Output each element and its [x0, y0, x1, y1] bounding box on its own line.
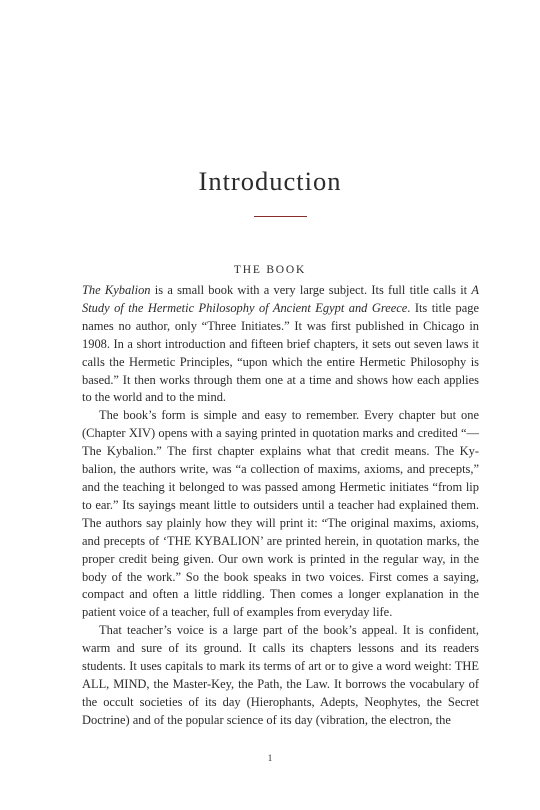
page-number: 1 — [267, 753, 273, 763]
paragraph-1 — [82, 282, 479, 407]
paragraph-1-text-b: . Its title page names no author, only “Three Initiates.” It was first published in Chicago in 1908. In a short introduction and fifteen brief chapters, it sets out seven laws it calls the Hermetic Principles, “upon which the entire Hermetic Philosophy is based.” It then works through them one at a time and shows how each applies to the world and to the mind. — [82, 300, 479, 405]
paragraph-1-text-a: is a small book with a very large subject. Its full title calls it — [150, 283, 472, 297]
title-divider — [254, 216, 307, 217]
paragraph-2: The book’s form is simple and easy to remember. Every chapter but one (Chapter XIV) opens with a saying printed in quotation marks and credited “—The Kybalion.” The first chapter explains what that credit means. The Kybalion, the authors write, was “a collection of maxims, axioms, and precepts,” and the teaching it belonged to was passed among Hermetic initiates “from lip to ear.” Its sayings meant little to outsiders until a teacher had explained them. The authors say plainly how they will print it: “The original maxims, axioms, and precepts of ‘THE KYBALION’ are printed herein, in quotation marks, the proper credit being given. Our own work is printed in the regular way, in the body of the work.” So the book speaks in two voices. First comes a saying, compact and often a little riddling. Then comes a longer explanation in the patient voice of a teacher, full of examples from everyday life. — [82, 408, 479, 620]
body-text — [82, 282, 479, 730]
paragraph-3: That teacher’s voice is a large part of the book’s appeal. It is confident, warm and sure of its ground. It calls its chapters lessons and its readers students. It uses capitals to mark its terms of art or to give a word weight: THE ALL, MIND, the Master-Key, the Path, the Law. It borrows the vocabulary of the occult societies of its day (Hierophants, Adepts, Neophytes, the Secret Doctrine) and of the popular science of its day (vibration, the electron, the — [82, 623, 479, 727]
book-title: The Kybalion — [82, 283, 151, 297]
section-heading: THE BOOK — [233, 264, 307, 276]
full-title: A Study of the Hermetic Philosophy of Ancient Egypt and Greece — [82, 283, 479, 315]
chapter-title: Introduction — [198, 166, 342, 196]
